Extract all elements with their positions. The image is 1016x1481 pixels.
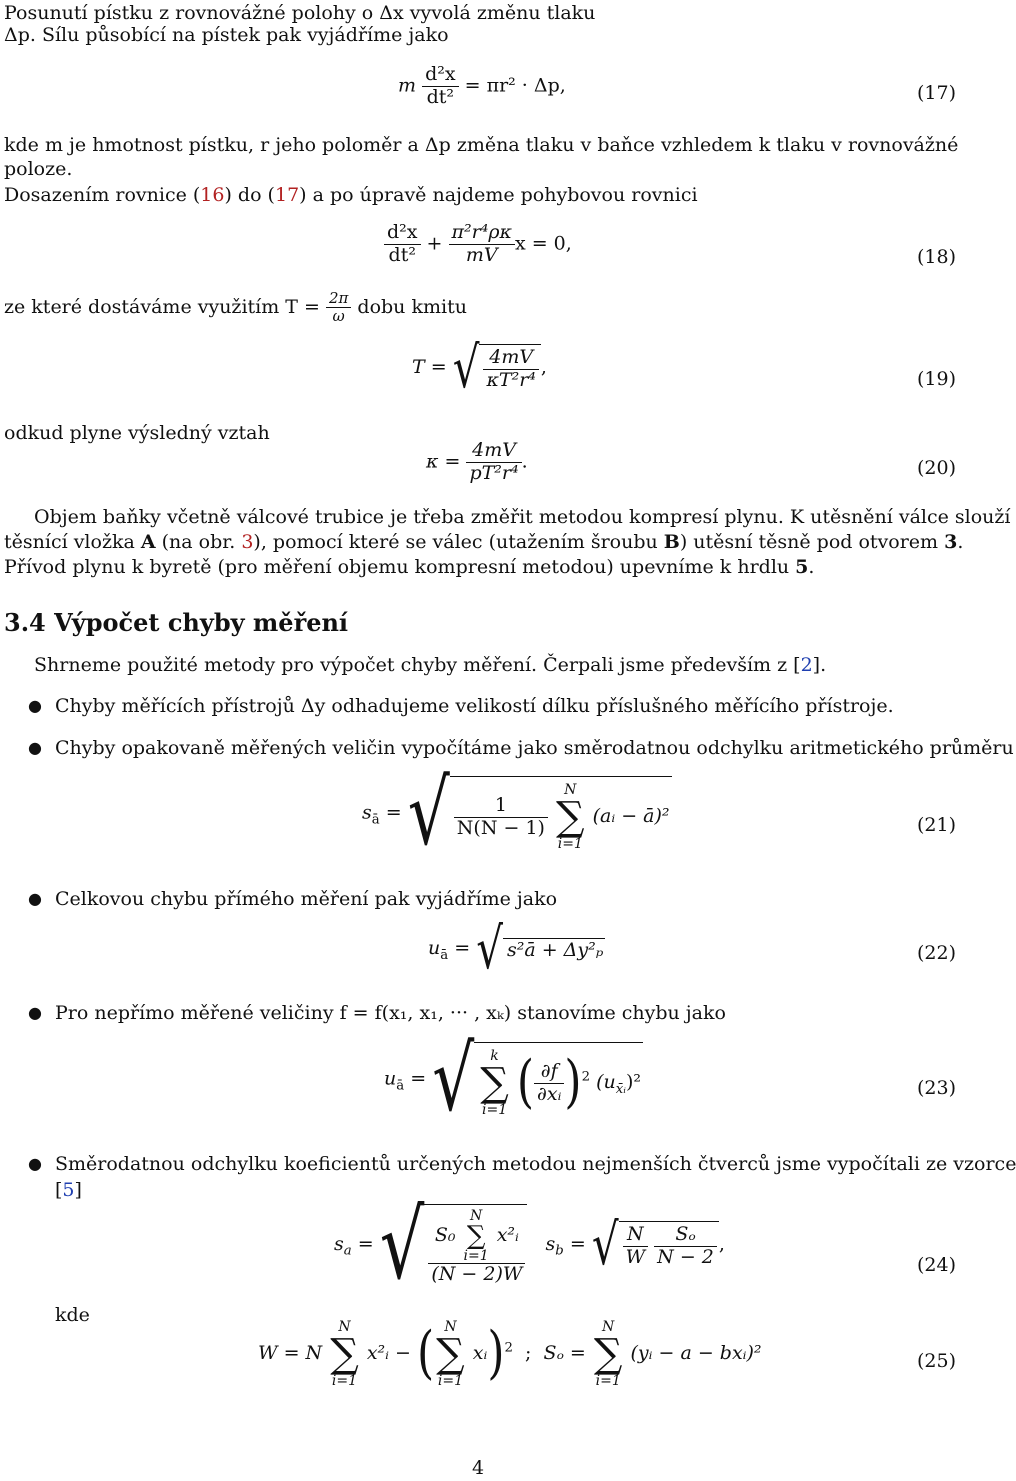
sum-operator: N ∑ i=1	[436, 1319, 465, 1389]
citation-5[interactable]: 5	[62, 1179, 75, 1201]
radicand: s²ā + Δy²ₚ	[503, 938, 605, 960]
para-2-line-1	[4, 132, 958, 158]
text: ) a po úpravě najdeme pohybovou rovnici	[299, 184, 698, 206]
symbol: S₀	[434, 1224, 456, 1246]
subscript: ā	[440, 947, 449, 963]
equation-21	[362, 760, 672, 865]
symbol: x²ᵢ	[496, 1224, 519, 1246]
text: ) utěsní těsně pod otvorem	[679, 531, 945, 553]
punct: ,	[540, 355, 547, 378]
text: (na obr.	[155, 531, 242, 553]
equation-number-17: (17)	[916, 82, 956, 104]
equation-18	[384, 222, 572, 267]
square-root: √ $\frac{4mV}{\text{κT²r⁴}}$	[453, 344, 541, 392]
eq-lhs: W = N	[258, 1342, 323, 1364]
text: těsnící vložka	[4, 531, 141, 553]
square-root: √ S₀ N ∑ i=1 x²ᵢ (N − 2)W	[380, 1204, 528, 1286]
fraction	[384, 222, 421, 267]
eq-ref-17[interactable]: 17	[274, 184, 300, 206]
text: Přívod plynu k byretě (pro měření objemu kompresní metodou) upevníme k hrdlu	[4, 556, 796, 578]
eq-rhs: = πr² · Δp,	[464, 74, 566, 97]
fraction	[449, 222, 515, 267]
numerator	[428, 1209, 525, 1264]
denominator: κT²r⁴	[486, 368, 536, 391]
text: [	[55, 1179, 63, 1201]
text: ), pomocí které se válec (utažením šroubu	[253, 531, 664, 553]
exponent: 2	[504, 1340, 513, 1356]
operator: =	[454, 937, 471, 959]
text: .	[808, 556, 815, 578]
eq-lhs: κ =	[426, 450, 461, 473]
eq-lhs: u	[384, 1067, 397, 1090]
operator: =	[385, 801, 402, 824]
eq-ref-16[interactable]: 16	[200, 184, 225, 206]
para-5	[4, 420, 270, 446]
operator: +	[426, 232, 443, 255]
numerator: N	[623, 1224, 649, 1247]
denominator: N − 2	[657, 1245, 714, 1268]
text: Shrneme použité metody pro výpočet chyby měření. Čerpali jsme především z [	[34, 654, 801, 676]
list-item-5-line-1	[55, 1151, 1016, 1177]
eq-lhs: s	[362, 801, 372, 824]
para-6-line-1	[34, 504, 1011, 530]
text: kde m je hmotnost pístku, r jeho poloměr a Δp změna tlaku v baňce vzhledem k tlaku v rovnovážné	[4, 134, 959, 156]
text: poloze.	[4, 158, 73, 180]
sum-operator: N ∑ i=1	[593, 1319, 623, 1389]
para-2-line-2	[4, 156, 72, 182]
para-3	[4, 182, 698, 208]
bullet-icon: ●	[28, 738, 42, 757]
upper-limit: N	[564, 782, 577, 798]
denominator: W	[625, 1245, 646, 1268]
denominator: ω	[332, 307, 345, 326]
fraction	[422, 64, 459, 109]
kde-label: kde	[55, 1304, 90, 1326]
label-A: A	[140, 531, 156, 553]
label-B: B	[663, 531, 680, 553]
denominator: dt²	[426, 85, 455, 108]
lower-limit: i=1	[437, 1373, 463, 1389]
punct: .	[521, 450, 528, 473]
text: Objem baňky včetně válcové trubice je třeba změřit metodou kompresí plynu. K utěsnění válce slouží	[34, 506, 1011, 528]
numerator: ∂f	[534, 1061, 564, 1084]
list-item-5-line-2	[55, 1177, 82, 1203]
eq-rhs: x = 0,	[514, 232, 572, 255]
para-6-line-2	[4, 529, 963, 555]
numerator: π²r⁴ρκ	[449, 222, 515, 245]
sum-operator: N ∑ i=1	[463, 1208, 489, 1264]
equation-number-25: (25)	[916, 1350, 956, 1372]
summand: )²	[625, 1071, 641, 1093]
text: odkud plyne výsledný vztah	[4, 422, 270, 444]
punct: ,	[718, 1232, 725, 1255]
eq-lhs: s	[545, 1232, 556, 1255]
text: ]	[74, 1179, 82, 1201]
text: dobu kmitu	[357, 295, 467, 318]
citation-2[interactable]: 2	[800, 654, 813, 676]
text: .	[957, 531, 964, 553]
lower-limit: i=1	[481, 1102, 508, 1118]
summand: xᵢ	[472, 1342, 488, 1364]
bullet-icon: ●	[28, 889, 42, 908]
page-number: 4	[472, 1457, 485, 1479]
figure-ref-3[interactable]: 3	[241, 531, 254, 553]
list-item-1	[55, 693, 894, 719]
text: Chyby měřících přístrojů Δy odhadujeme velikostí dílku příslušného měřícího přístroje.	[55, 695, 894, 717]
equation-number-22: (22)	[916, 942, 956, 964]
equation-17	[398, 64, 566, 109]
fraction	[326, 290, 351, 326]
equation-25: W = N N ∑ i=1 x²ᵢ − ( N ∑ i=1 xᵢ)$^2$ ; Sₒ = N ∑ i=1 (yᵢ − a − bxᵢ)²	[258, 1319, 762, 1389]
equation-number-18: (18)	[916, 246, 956, 268]
equation-24	[334, 1189, 725, 1301]
fraction	[428, 1209, 525, 1286]
denominator: mV	[465, 243, 498, 266]
lower-limit: i=1	[557, 836, 583, 852]
eq-lhs: s	[334, 1232, 344, 1255]
text: ze které dostáváme využitím T =	[4, 295, 320, 318]
summand: (yᵢ − a − bxᵢ)²	[630, 1342, 762, 1364]
para-1-line-2	[4, 22, 449, 48]
equation-number-24: (24)	[916, 1254, 956, 1276]
fraction	[466, 440, 521, 485]
summand: (u	[596, 1071, 616, 1093]
numerator: d²x	[384, 222, 421, 245]
fraction	[454, 795, 548, 840]
text: Chyby opakovaně měřených veličin vypočítáme jako směrodatnou odchylku aritmetického průměru	[55, 737, 1014, 759]
equation-20	[426, 440, 528, 485]
summand: (aᵢ − ā)²	[592, 805, 670, 827]
upper-limit: N	[338, 1319, 351, 1335]
text: Posunutí pístku z rovnovážné polohy o Δx vyvolá změnu tlaku	[4, 2, 596, 24]
numerator: 2π	[326, 290, 351, 308]
text: Směrodatnou odchylku koeficientů určených metodou nejmenších čtverců jsme vypočítali ze vzorce	[55, 1153, 1016, 1175]
bullet-icon: ●	[28, 1003, 42, 1022]
subscript: x̄ᵢ	[615, 1081, 626, 1097]
numerator: d²x	[422, 64, 459, 87]
numerator: 1	[454, 795, 548, 818]
exponent: 2	[581, 1069, 591, 1085]
text: ) do (	[224, 184, 275, 206]
list-item-3	[55, 886, 557, 912]
eq-lhs: Sₒ =	[543, 1342, 586, 1364]
operator: =	[410, 1067, 427, 1090]
numerator: 4mV	[483, 347, 538, 370]
denominator: N(N − 1)	[456, 816, 545, 839]
denominator: dt²	[388, 243, 416, 266]
label-5: 5	[795, 556, 809, 578]
list-item-4	[55, 1000, 726, 1026]
summand: x²ᵢ	[366, 1342, 389, 1364]
equation-22	[428, 915, 605, 982]
upper-limit: N	[602, 1319, 615, 1335]
para-7	[34, 652, 826, 678]
fraction	[483, 347, 538, 392]
upper-limit: N	[444, 1319, 457, 1335]
subscript: b	[555, 1243, 564, 1259]
equation-number-21: (21)	[916, 814, 956, 836]
text: Celkovou chybu přímého měření pak vyjádříme jako	[55, 888, 558, 910]
bullet-icon: ●	[28, 696, 42, 715]
square-root: √ s²ā + Δy²ₚ	[476, 915, 604, 982]
para-6-line-3	[4, 554, 814, 580]
sum-operator: N ∑ i=1	[556, 782, 585, 852]
text: Dosazením rovnice (	[4, 184, 201, 206]
square-root: √ $\frac{N}{W}$ $\frac{\text{Sₒ}}{N - 2}$	[592, 1221, 719, 1269]
equation-number-20: (20)	[916, 457, 956, 479]
denominator: pT²r⁴	[469, 461, 519, 484]
operator: =	[569, 1232, 586, 1255]
upper-limit: N	[469, 1208, 483, 1224]
equation-23	[384, 1026, 643, 1131]
list-item-2	[55, 735, 1014, 761]
equation-number-23: (23)	[916, 1077, 956, 1099]
operator: =	[357, 1232, 374, 1255]
text: ].	[812, 654, 827, 676]
sum-operator: N ∑ i=1	[330, 1319, 359, 1389]
punct: ;	[525, 1342, 532, 1364]
equation-19	[412, 334, 547, 401]
denominator: (N − 2)W	[431, 1263, 523, 1285]
numerator: Sₒ	[654, 1224, 717, 1247]
text: Pro nepřímo měřené veličiny f = f(x₁, x₁, ··· , xₖ) stanovíme chybu jako	[55, 1002, 726, 1024]
label-3: 3	[944, 531, 958, 553]
eq-lhs: u	[428, 937, 441, 959]
square-root: √ $\frac{1}{N(N - 1)}$ N ∑ i=1 (aᵢ − ā)²	[407, 760, 670, 865]
sum-operator: k ∑ i=1	[480, 1048, 509, 1118]
section-heading: 3.4 Výpočet chyby měření	[4, 608, 349, 637]
subscript: ā	[371, 812, 380, 828]
eq-symbol: m	[398, 74, 417, 97]
lower-limit: i=1	[463, 1248, 489, 1264]
fraction	[654, 1224, 717, 1269]
fraction	[534, 1061, 564, 1106]
eq-lhs: T =	[412, 355, 447, 378]
text: Δp. Sílu působící na pístek pak vyjádříme jako	[4, 24, 449, 46]
para-4	[4, 290, 467, 326]
bullet-icon: ●	[28, 1154, 42, 1173]
subscript: a	[343, 1243, 352, 1259]
square-root: √ k ∑ i=1 ( $\frac{\partial f}{\text{∂xᵢ}}$ )$^2$ $(u_{x̄ᵢ})^2$	[432, 1026, 641, 1131]
denominator: ∂xᵢ	[537, 1082, 562, 1105]
lower-limit: i=1	[595, 1373, 621, 1389]
numerator: 4mV	[466, 440, 521, 463]
subscript: ā	[396, 1078, 405, 1094]
operator: −	[395, 1342, 411, 1364]
upper-limit: k	[490, 1048, 499, 1064]
lower-limit: i=1	[331, 1373, 358, 1389]
equation-number-19: (19)	[916, 368, 956, 390]
fraction	[623, 1224, 649, 1269]
